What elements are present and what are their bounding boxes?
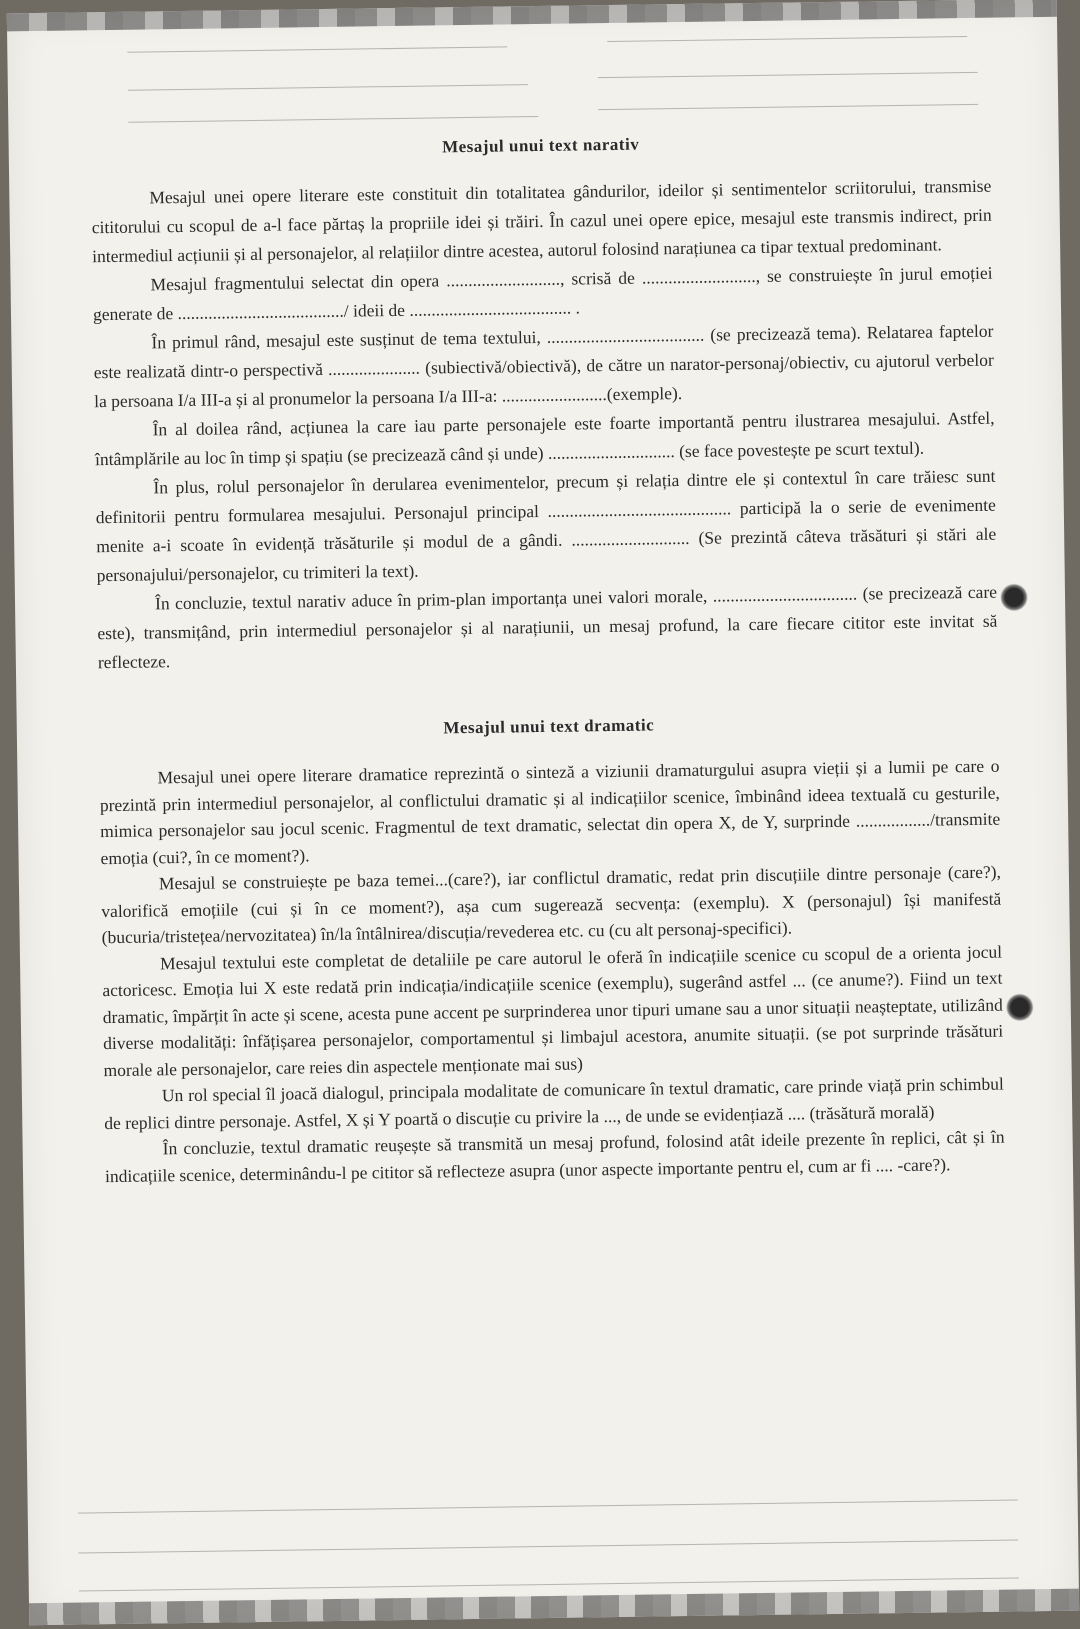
ruled-line [78,1539,1018,1553]
ruled-line [598,104,978,110]
paragraph: În al doilea rând, acțiunea la care iau parte personajele este foarte importantă pentru ilustrarea mesajului. Astfel, întâmplările au loc în timp și spațiu (se precizează când și unde) ............................. (se face povestește pe scurt textul). [94,407,995,470]
section-title-narrative: Mesajul unui text narativ [441,134,640,157]
section-narrative [91,172,998,678]
section-dramatic [99,711,1005,1190]
section-title-dramatic: Mesajul unui text dramatic [443,715,655,738]
paragraph: Mesajul unei opere literare este constituit din totalitatea gândurilor, ideilor și sentimentelor scriitorului, transmise cititorului cu scopul de a-l face părtaș la propriile idei și trăiri. În cazul unei opere epice, mesajul este transmis indirect, prin intermediul acțiunii și al personajelor, al relațiilor dintre acestea, autorul folosind narațiunea ca tipar textual predominant. [91,175,992,267]
paragraph: În concluzie, textul dramatic reușește să transmită un mesaj profund, folosind atât ideile prezente în replici, cât și în indicațiile scenice, determinându-l pe cititor să reflecteze asupra (unor aspecte importante pentru el, cum ar fi .... -care?). [104,1126,1005,1186]
paragraph: În plus, rolul personajelor în derularea evenimentelor, precum și relația dintre ele și contextul în care trăiesc sunt definitorii pentru formularea mesajului. Personajul principal .......................................... participă la o serie de evenimente menite a-i scoate în evidență trăsăturile și modul de a gândi. ........................... (Se prezintă câteva trăsături și stări ale personajului/personajelor, cu trimiteri la text). [95,465,997,586]
ruled-line [607,36,967,42]
paragraph: Mesajul textului este completat de detaliile pe care autorul le oferă în indicațiile scenice cu scopul de a orienta jocul actoricesc. Emoția lui X este redată prin indicația/indicațiile scenice (exemplu), sugerând astfel ... (ce anume?). Fiind un text dramatic, împărțit în acte și scene, acesta pune accent pe surprinderea unor tipuri umane sau a unor situații neașteptate, utilizând diverse modalități: înfățișarea personajelor, comportamentul și limbajul acestora, anumite situații. (se pot surprinde trăsături morale ale personajelor, care reies din aspectele menționate mai sus) [102,941,1004,1080]
torn-top-edge [7,0,1057,31]
paragraph: În concluzie, textul narativ aduce în prim-plan importanța unei valori morale, ................................. (se precizează care este), transmițând, prin intermediul personajelor și al narațiunii, un mesaj profund, la care fiecare cititor este invitat să reflecteze. [97,581,998,673]
paragraph: Un rol special îl joacă dialogul, principala modalitate de comunicare în textul dramatic, care prinde viață prin schimbul de replici dintre personaje. Astfel, X și Y poartă o discuție cu privire la ..., de unde se evidențiază .... (trăsătură morală) [104,1073,1004,1133]
paragraph: În primul rând, mesajul este susținut de tema textului, .................................... (se precizează tema). Relatarea faptelor este realizată dintr-o perspectivă ..................... (subiectivă/obiectivă), de către un narator-personaj/obiectiv, cu ajutorul verbelor la persoana I/a III-a și al pronumelor la persoana I/a III-a: ........................(exemple). [93,320,994,412]
punch-hole [1006,993,1034,1021]
ruled-line [79,1577,1019,1591]
ruled-line [128,84,528,91]
paragraph: Mesajul unei opere literare dramatice reprezintă o sinteză a viziunii dramaturgului asupra vieții și a lumii pe care o prezintă prin intermediul personajelor, al conflictului dramatic și al indicațiilor scenice, îmbinând ideea textuală cu gesturile, mimica personajelor sau jocul scenic. Fragmentul de text dramatic, selectat din opera X, de Y, surprinde ................./transmite emoția (cui?, în ce moment?). [99,755,1001,868]
paragraph: Mesajul se construiește pe baza temei...(care?), iar conflictul dramatic, redat prin discuțiile dintre personaje (care?), valorifică emoțiile (cui și în ce moment?), așa cum sugerează secvența: (exemplu). X (personajul) își manifestă (bucuria/tristețea/nervozitatea) în/la întâlnirea/discuția/revederea etc. cu (cu alt personaj-specifici). [101,861,1002,948]
paragraph: Mesajul fragmentului selectat din opera .........................., scrisă de .........................., se construiește în jurul emoției generate de ....................................../ ideii de ..................................... . [92,262,993,325]
document-content [91,130,1006,1189]
torn-bottom-edge [29,1589,1079,1626]
document-page [7,0,1079,1625]
ruled-line [128,116,538,123]
ruled-line [127,46,507,52]
punch-hole [1000,583,1028,611]
ruled-line [598,72,978,78]
ruled-line [78,1499,1018,1513]
